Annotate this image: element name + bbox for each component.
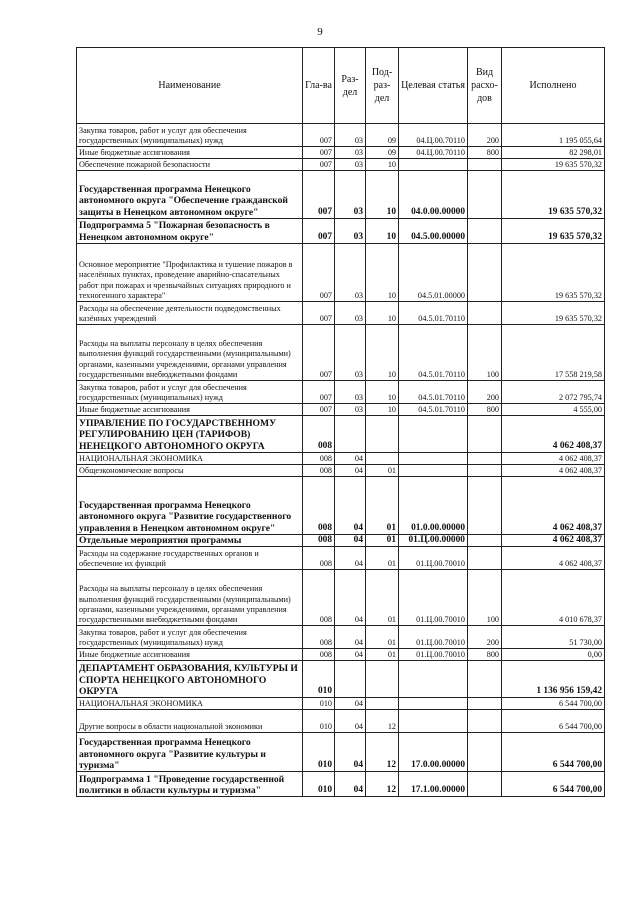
budget-table bbox=[76, 47, 605, 797]
cell-target: 04.5.01.70110 bbox=[399, 302, 468, 325]
cell-target: 17.0.00.00000 bbox=[399, 733, 468, 772]
cell-podrazdel bbox=[366, 453, 399, 465]
cell-target: 04.0.00.00000 bbox=[399, 171, 468, 219]
cell-done: 19 635 570,32 bbox=[502, 219, 605, 244]
cell-done: 4 010 678,37 bbox=[502, 570, 605, 626]
cell-vid: 800 bbox=[468, 404, 502, 416]
cell-name: Подпрограмма 1 "Проведение государственной политики в области культуры и туризма" bbox=[77, 772, 303, 797]
cell-target: 01.Ц.00.70010 bbox=[399, 570, 468, 626]
header-razdel: Раз-дел bbox=[335, 48, 366, 124]
cell-vid: 100 bbox=[468, 325, 502, 381]
cell-target bbox=[399, 698, 468, 710]
cell-vid bbox=[468, 733, 502, 772]
cell-target bbox=[399, 416, 468, 453]
cell-glava: 008 bbox=[303, 570, 335, 626]
cell-vid bbox=[468, 547, 502, 570]
cell-done: 4 062 408,37 bbox=[502, 547, 605, 570]
cell-podrazdel: 01 bbox=[366, 570, 399, 626]
cell-razdel: 03 bbox=[335, 219, 366, 244]
cell-name: Общеэкономические вопросы bbox=[77, 465, 303, 477]
cell-target bbox=[399, 465, 468, 477]
cell-name: Государственная программа Ненецкого автономного округа "Развитие государственного управления в Ненецком автономном округе" bbox=[77, 477, 303, 535]
cell-done: 4 062 408,37 bbox=[502, 535, 605, 547]
table-row bbox=[77, 649, 605, 661]
cell-razdel: 04 bbox=[335, 453, 366, 465]
table-row bbox=[77, 772, 605, 797]
cell-glava: 007 bbox=[303, 404, 335, 416]
cell-glava: 008 bbox=[303, 649, 335, 661]
cell-glava: 008 bbox=[303, 535, 335, 547]
cell-glava: 008 bbox=[303, 547, 335, 570]
cell-razdel bbox=[335, 416, 366, 453]
cell-target bbox=[399, 710, 468, 733]
cell-done: 19 635 570,32 bbox=[502, 159, 605, 171]
cell-target: 01.Ц.00.00000 bbox=[399, 535, 468, 547]
cell-name: Основное мероприятие "Профилактика и тушение пожаров в населённых пунктах, проведение аварийно-спасательных работ при пожарах и чрезвычайных ситуациях природного и техногенного характера" bbox=[77, 244, 303, 302]
cell-podrazdel: 12 bbox=[366, 710, 399, 733]
cell-razdel: 04 bbox=[335, 649, 366, 661]
cell-done: 6 544 700,00 bbox=[502, 733, 605, 772]
cell-podrazdel: 12 bbox=[366, 772, 399, 797]
cell-podrazdel: 10 bbox=[366, 159, 399, 171]
cell-vid bbox=[468, 477, 502, 535]
cell-vid bbox=[468, 244, 502, 302]
cell-done: 6 544 700,00 bbox=[502, 698, 605, 710]
cell-vid bbox=[468, 416, 502, 453]
cell-glava: 008 bbox=[303, 416, 335, 453]
cell-target: 01.Ц.00.70010 bbox=[399, 547, 468, 570]
cell-vid bbox=[468, 302, 502, 325]
cell-vid bbox=[468, 535, 502, 547]
cell-podrazdel: 09 bbox=[366, 147, 399, 159]
cell-target: 01.Ц.00.70010 bbox=[399, 649, 468, 661]
cell-name: Закупка товаров, работ и услуг для обеспечения государственных (муниципальных) нужд bbox=[77, 381, 303, 404]
cell-target bbox=[399, 159, 468, 171]
cell-glava: 008 bbox=[303, 465, 335, 477]
cell-razdel: 04 bbox=[335, 626, 366, 649]
cell-vid: 200 bbox=[468, 124, 502, 147]
cell-glava: 007 bbox=[303, 171, 335, 219]
header-name: Наименование bbox=[77, 48, 303, 124]
cell-glava: 008 bbox=[303, 626, 335, 649]
table-row bbox=[77, 244, 605, 302]
cell-vid bbox=[468, 159, 502, 171]
cell-podrazdel: 09 bbox=[366, 124, 399, 147]
cell-razdel bbox=[335, 661, 366, 698]
cell-razdel: 03 bbox=[335, 404, 366, 416]
cell-done: 1 136 956 159,42 bbox=[502, 661, 605, 698]
header-target: Целевая статья bbox=[399, 48, 468, 124]
cell-done: 6 544 700,00 bbox=[502, 710, 605, 733]
cell-vid: 200 bbox=[468, 626, 502, 649]
cell-podrazdel: 01 bbox=[366, 465, 399, 477]
cell-done: 19 635 570,32 bbox=[502, 171, 605, 219]
cell-done: 6 544 700,00 bbox=[502, 772, 605, 797]
cell-name: Иные бюджетные ассигнования bbox=[77, 404, 303, 416]
cell-razdel: 03 bbox=[335, 147, 366, 159]
cell-podrazdel: 10 bbox=[366, 325, 399, 381]
cell-podrazdel bbox=[366, 698, 399, 710]
cell-done: 19 635 570,32 bbox=[502, 244, 605, 302]
cell-name: Расходы на содержание государственных органов и обеспечение их функций bbox=[77, 547, 303, 570]
cell-name: Государственная программа Ненецкого автономного округа "Обеспечение гражданской защиты в Ненецком автономном округе" bbox=[77, 171, 303, 219]
cell-vid bbox=[468, 698, 502, 710]
cell-target: 01.0.00.00000 bbox=[399, 477, 468, 535]
cell-done: 17 558 219,58 bbox=[502, 325, 605, 381]
cell-vid bbox=[468, 710, 502, 733]
cell-podrazdel: 10 bbox=[366, 302, 399, 325]
cell-name: Иные бюджетные ассигнования bbox=[77, 147, 303, 159]
cell-target bbox=[399, 661, 468, 698]
cell-podrazdel: 01 bbox=[366, 477, 399, 535]
table-row bbox=[77, 626, 605, 649]
cell-target: 17.1.00.00000 bbox=[399, 772, 468, 797]
cell-target: 04.5.01.70110 bbox=[399, 404, 468, 416]
table-row bbox=[77, 547, 605, 570]
cell-target: 04.5.00.00000 bbox=[399, 219, 468, 244]
cell-name: Обеспечение пожарной безопасности bbox=[77, 159, 303, 171]
table-row bbox=[77, 710, 605, 733]
cell-glava: 007 bbox=[303, 219, 335, 244]
cell-razdel: 04 bbox=[335, 547, 366, 570]
cell-podrazdel: 01 bbox=[366, 649, 399, 661]
cell-name: НАЦИОНАЛЬНАЯ ЭКОНОМИКА bbox=[77, 453, 303, 465]
table-row bbox=[77, 570, 605, 626]
cell-target: 04.Ц.00.70110 bbox=[399, 147, 468, 159]
cell-razdel: 04 bbox=[335, 710, 366, 733]
header-vid: Вид расхо-дов bbox=[468, 48, 502, 124]
cell-done: 4 062 408,37 bbox=[502, 453, 605, 465]
cell-name: Расходы на обеспечение деятельности подведомственных казённых учреждений bbox=[77, 302, 303, 325]
cell-done: 2 072 795,74 bbox=[502, 381, 605, 404]
cell-target: 04.5.01.70110 bbox=[399, 381, 468, 404]
cell-razdel: 04 bbox=[335, 772, 366, 797]
table-row bbox=[77, 325, 605, 381]
cell-razdel: 03 bbox=[335, 302, 366, 325]
cell-done: 4 062 408,37 bbox=[502, 416, 605, 453]
cell-target: 01.Ц.00.70010 bbox=[399, 626, 468, 649]
cell-vid bbox=[468, 171, 502, 219]
cell-name: Закупка товаров, работ и услуг для обеспечения государственных (муниципальных) нужд bbox=[77, 626, 303, 649]
table-row bbox=[77, 733, 605, 772]
cell-vid: 200 bbox=[468, 381, 502, 404]
table-row bbox=[77, 147, 605, 159]
header-podrazdel: Под-раз-дел bbox=[366, 48, 399, 124]
cell-podrazdel: 10 bbox=[366, 244, 399, 302]
cell-glava: 007 bbox=[303, 159, 335, 171]
table-row bbox=[77, 124, 605, 147]
cell-name: Закупка товаров, работ и услуг для обеспечения государственных (муниципальных) нужд bbox=[77, 124, 303, 147]
cell-razdel: 03 bbox=[335, 124, 366, 147]
cell-razdel: 04 bbox=[335, 698, 366, 710]
cell-razdel: 04 bbox=[335, 733, 366, 772]
cell-done: 51 730,00 bbox=[502, 626, 605, 649]
table-row bbox=[77, 465, 605, 477]
cell-podrazdel bbox=[366, 416, 399, 453]
cell-target: 04.Ц.00.70110 bbox=[399, 124, 468, 147]
cell-vid bbox=[468, 465, 502, 477]
cell-name: Иные бюджетные ассигнования bbox=[77, 649, 303, 661]
table-row bbox=[77, 302, 605, 325]
cell-vid bbox=[468, 661, 502, 698]
table-row bbox=[77, 219, 605, 244]
cell-podrazdel: 10 bbox=[366, 171, 399, 219]
cell-razdel: 03 bbox=[335, 381, 366, 404]
cell-razdel: 04 bbox=[335, 477, 366, 535]
cell-target: 04.5.01.70110 bbox=[399, 325, 468, 381]
cell-glava: 007 bbox=[303, 381, 335, 404]
cell-razdel: 03 bbox=[335, 325, 366, 381]
cell-razdel: 04 bbox=[335, 535, 366, 547]
table-row bbox=[77, 661, 605, 698]
cell-glava: 008 bbox=[303, 453, 335, 465]
cell-glava: 007 bbox=[303, 124, 335, 147]
cell-glava: 010 bbox=[303, 661, 335, 698]
header-glava: Гла-ва bbox=[303, 48, 335, 124]
table-row bbox=[77, 535, 605, 547]
cell-name: Государственная программа Ненецкого автономного округа "Развитие культуры и туризма" bbox=[77, 733, 303, 772]
table-row bbox=[77, 453, 605, 465]
cell-name: УПРАВЛЕНИЕ ПО ГОСУДАРСТВЕННОМУ РЕГУЛИРОВАНИЮ ЦЕН (ТАРИФОВ) НЕНЕЦКОГО АВТОНОМНОГО ОКРУГА bbox=[77, 416, 303, 453]
cell-done: 4 062 408,37 bbox=[502, 477, 605, 535]
cell-glava: 007 bbox=[303, 325, 335, 381]
cell-podrazdel bbox=[366, 661, 399, 698]
cell-target: 04.5.01.00000 bbox=[399, 244, 468, 302]
table-row bbox=[77, 477, 605, 535]
cell-done: 0,00 bbox=[502, 649, 605, 661]
cell-razdel: 04 bbox=[335, 570, 366, 626]
cell-glava: 010 bbox=[303, 772, 335, 797]
cell-name: Подпрограмма 5 "Пожарная безопасность в Ненецком автономном округе" bbox=[77, 219, 303, 244]
cell-done: 4 062 408,37 bbox=[502, 465, 605, 477]
table-row bbox=[77, 698, 605, 710]
table-row bbox=[77, 404, 605, 416]
table-row bbox=[77, 381, 605, 404]
cell-target bbox=[399, 453, 468, 465]
cell-razdel: 04 bbox=[335, 465, 366, 477]
cell-podrazdel: 10 bbox=[366, 219, 399, 244]
cell-glava: 007 bbox=[303, 244, 335, 302]
header-done: Исполнено bbox=[502, 48, 605, 124]
cell-glava: 010 bbox=[303, 710, 335, 733]
cell-vid: 800 bbox=[468, 649, 502, 661]
cell-razdel: 03 bbox=[335, 244, 366, 302]
cell-glava: 007 bbox=[303, 302, 335, 325]
cell-done: 4 555,00 bbox=[502, 404, 605, 416]
table-row bbox=[77, 171, 605, 219]
cell-done: 19 635 570,32 bbox=[502, 302, 605, 325]
cell-name: ДЕПАРТАМЕНТ ОБРАЗОВАНИЯ, КУЛЬТУРЫ И СПОРТА НЕНЕЦКОГО АВТОНОМНОГО ОКРУГА bbox=[77, 661, 303, 698]
cell-podrazdel: 10 bbox=[366, 404, 399, 416]
table-row bbox=[77, 416, 605, 453]
cell-podrazdel: 01 bbox=[366, 626, 399, 649]
cell-done: 1 195 055,64 bbox=[502, 124, 605, 147]
table-header-row bbox=[77, 48, 605, 124]
cell-done: 82 298,01 bbox=[502, 147, 605, 159]
cell-podrazdel: 10 bbox=[366, 381, 399, 404]
page-number: 9 bbox=[317, 26, 323, 38]
cell-vid bbox=[468, 772, 502, 797]
cell-glava: 010 bbox=[303, 733, 335, 772]
cell-vid bbox=[468, 219, 502, 244]
table-body bbox=[77, 124, 605, 797]
cell-name: Расходы на выплаты персоналу в целях обеспечения выполнения функций государственными (муниципальными) органами, казенными учреждениями, органами управления государственными внебюджетными фондами bbox=[77, 570, 303, 626]
cell-podrazdel: 01 bbox=[366, 547, 399, 570]
cell-name: Расходы на выплаты персоналу в целях обеспечения выполнения функций государственными (муниципальными) органами, казенными учреждениями, органами управления государственными внебюджетными фондами bbox=[77, 325, 303, 381]
table-row bbox=[77, 159, 605, 171]
cell-podrazdel: 01 bbox=[366, 535, 399, 547]
cell-glava: 010 bbox=[303, 698, 335, 710]
cell-podrazdel: 12 bbox=[366, 733, 399, 772]
cell-razdel: 03 bbox=[335, 171, 366, 219]
cell-glava: 007 bbox=[303, 147, 335, 159]
cell-name: Другие вопросы в области национальной экономики bbox=[77, 710, 303, 733]
cell-razdel: 03 bbox=[335, 159, 366, 171]
cell-vid: 100 bbox=[468, 570, 502, 626]
cell-name: Отдельные мероприятия программы bbox=[77, 535, 303, 547]
cell-name: НАЦИОНАЛЬНАЯ ЭКОНОМИКА bbox=[77, 698, 303, 710]
cell-glava: 008 bbox=[303, 477, 335, 535]
cell-vid bbox=[468, 453, 502, 465]
cell-vid: 800 bbox=[468, 147, 502, 159]
